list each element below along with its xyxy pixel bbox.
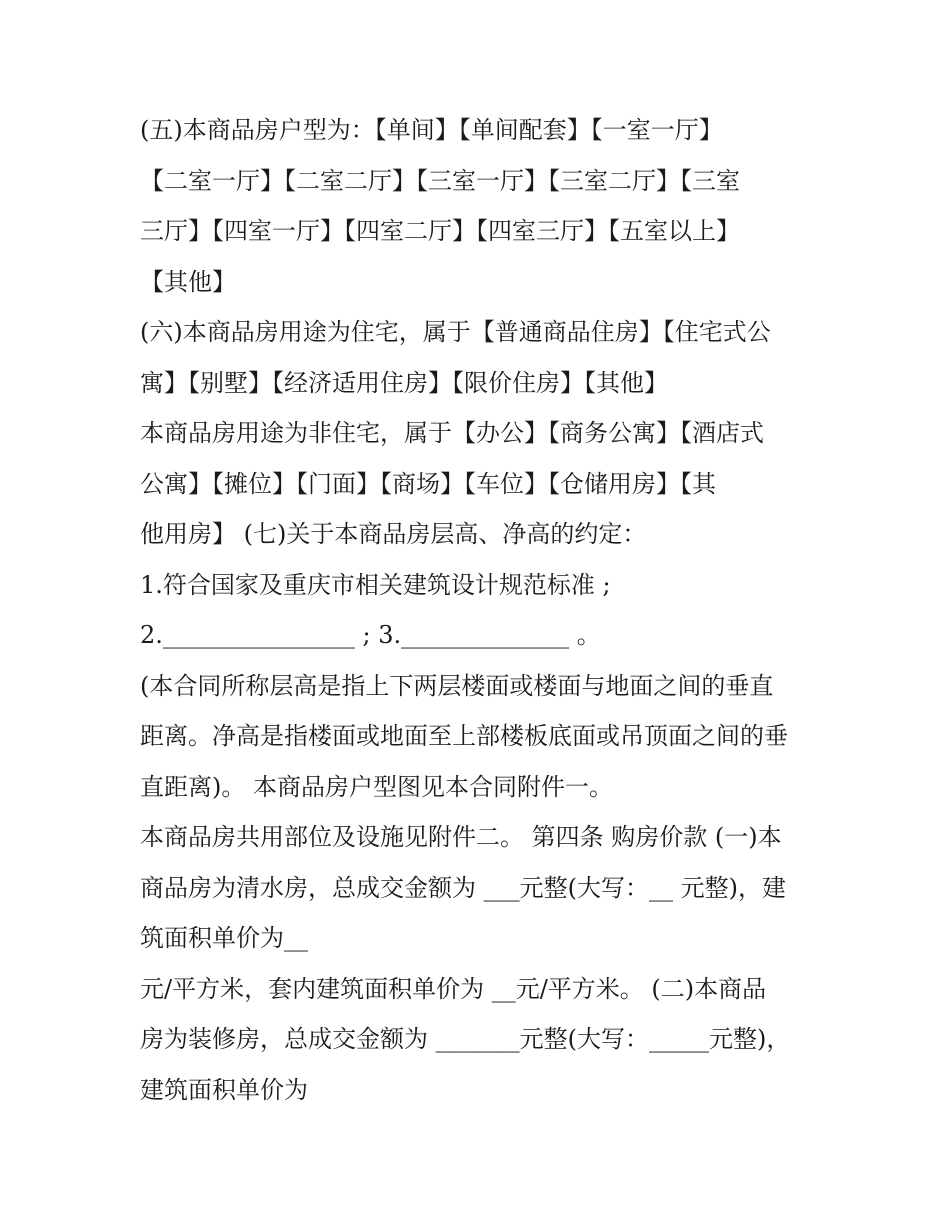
text-line: 房为装修房，总成交金额为 _______元整(大写：_____元整)， [140, 1025, 791, 1053]
text-line: 距离。净高是指楼面或地面至上部楼板底面或吊顶面之间的垂 [140, 722, 788, 750]
text-line: 1.符合国家及重庆市相关建筑设计规范标准 ; [140, 570, 611, 599]
text-line: 他用房】 (七)关于本商品房层高、净高的约定： [140, 520, 647, 548]
text-line: 三厅】【四室一厅】【四室二厅】【四室三厅】【五室以上】 [140, 217, 740, 245]
text-line: 【二室一厅】【二室二厅】【三室一厅】【三室二厅】【三室 [140, 166, 740, 195]
text-line: 建筑面积单价为 [140, 1075, 308, 1104]
text-line: 筑面积单价为__ [140, 924, 308, 952]
text-line: 寓】【别墅】【经济适用住房】【限价住房】【其他】 [140, 368, 668, 397]
text-line: 本商品房共用部位及设施见附件二。 第四条 购房价款 (一)本 [140, 823, 782, 851]
text-line: 2.________________ ; 3.______________ 。 [140, 621, 601, 649]
text-line: (本合同所称层高是指上下两层楼面或楼面与地面之间的垂直 [140, 671, 774, 700]
text-line: (六)本商品房用途为住宅，属于【普通商品住房】【住宅式公 [140, 318, 771, 346]
contract-page [140, 105, 820, 1115]
text-line: 元/平方米，套内建筑面积单价为 __元/平方米。 (二)本商品 [140, 974, 767, 1003]
text-line: 商品房为清水房，总成交金额为 ___元整(大写：__ 元整)，建 [140, 873, 786, 902]
text-line: 【其他】 [140, 267, 236, 296]
text-line: (五)本商品房户型为：【单间】【单间配套】【一室一厅】 [140, 116, 723, 144]
text-line: 直距离)。 本商品房户型图见本合同附件一。 [140, 772, 613, 801]
text-line: 公寓】【摊位】【门面】【商场】【车位】【仓储用房】【其 [140, 469, 716, 498]
text-line: 本商品房用途为非住宅，属于【办公】【商务公寓】【酒店式 [140, 419, 764, 447]
